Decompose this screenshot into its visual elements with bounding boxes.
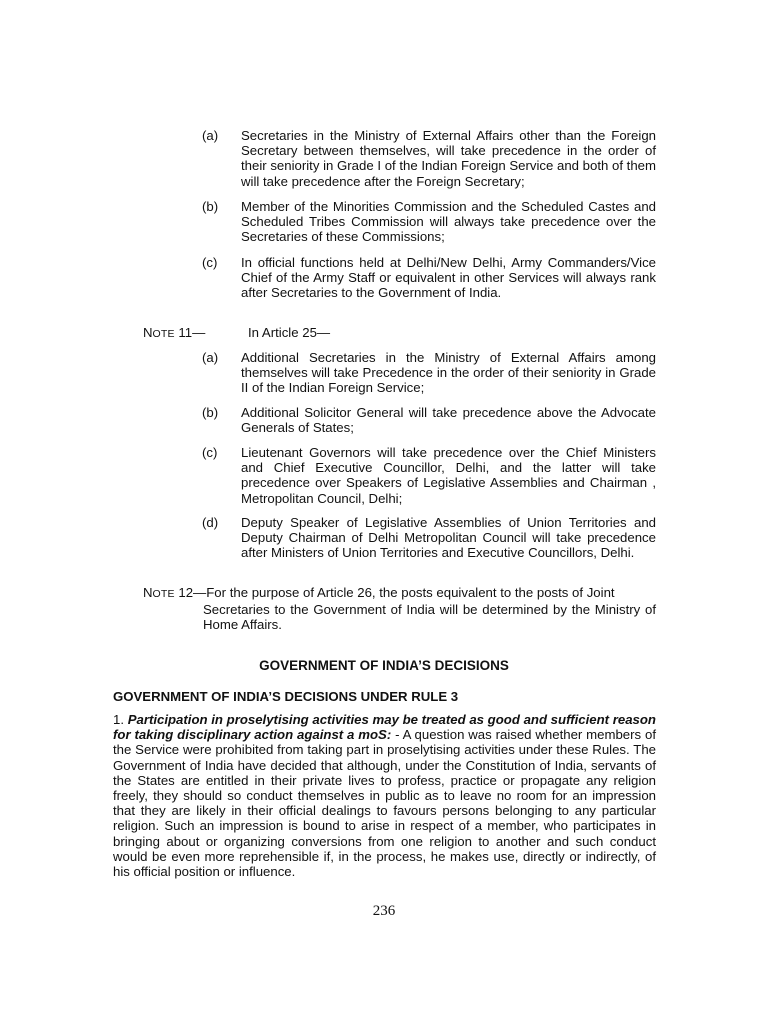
sub-heading: GOVERNMENT OF INDIA’S DECISIONS UNDER RULE 3	[113, 689, 459, 704]
main-heading: GOVERNMENT OF INDIA’S DECISIONS	[259, 658, 509, 673]
decision-title: Participation in proselytising activities may be treated as good and sufficient reason for taking disciplinary action against a moS:	[113, 712, 656, 743]
note-12	[143, 585, 656, 633]
item-text: Deputy Speaker of Legislative Assemblies of Union Territories and Deputy Chairman of Delhi Metropolitan Council will take precedence after Ministers of Union Territories and Executive Councillors, Delhi.	[241, 515, 656, 561]
note-12-text-start: For the purpose of Article 26, the posts equivalent to the posts of Joint	[206, 585, 615, 600]
item-text: Secretaries in the Ministry of External Affairs other than the Foreign Secretary between themselves, will take precedence in the order of their seniority in Grade I of the Indian Foreign Service and both of them will take precedence after the Foreign Secretary;	[241, 128, 656, 189]
note-11	[143, 325, 656, 342]
list-item	[202, 445, 656, 506]
note-12-label: NOTE 12—	[143, 585, 207, 600]
item-text: In official functions held at Delhi/New Delhi, Army Commanders/Vice Chief of the Army Staff or equivalent in other Services will always rank after Secretaries to the Government of India.	[241, 255, 656, 301]
decision-paragraph	[113, 712, 656, 879]
note-11-label: NOTE 11—	[143, 325, 206, 340]
item-label: (c)	[202, 255, 218, 270]
item-text: Additional Solicitor General will take precedence above the Advocate Generals of States;	[241, 405, 656, 436]
item-text: Member of the Minorities Commission and the Scheduled Castes and Scheduled Tribes Commission will always take precedence over the Secretaries of these Commissions;	[241, 199, 656, 245]
decision-text: - A question was raised whether members of the Service were prohibited from taking part in proselytising activities under these Rules. The Government of India have decided that although, under the Constitution of India, servants of the States are entitled in their private lives to profess, practice or propagate any religion freely, they should so conduct themselves in public as to leave no room for an impression that they are likely in their official dealings to favours persons belonging to any particular religion. Such an impression is bound to arise in respect of a member, who participates in bringing about or organizing conversions from one religion to another and such conduct would be even more reprehensible if, in the process, he makes use, directly or indirectly, of his official position or influence.	[113, 727, 656, 880]
item-text: Additional Secretaries in the Ministry of External Affairs among themselves will take Precedence in the order of their seniority in Grade II of the Indian Foreign Service;	[241, 350, 656, 396]
decision-number: 1.	[113, 712, 128, 727]
note-12-text-rest: Secretaries to the Government of India will be determined by the Ministry of Home Affairs.	[203, 602, 656, 633]
note-11-text: In Article 25—	[248, 325, 331, 340]
note-12-first-line	[143, 585, 656, 602]
item-label: (d)	[202, 515, 219, 530]
list-item	[202, 255, 656, 301]
item-label: (c)	[202, 445, 218, 460]
list-item	[202, 128, 656, 189]
item-label: (a)	[202, 128, 219, 143]
list-item	[202, 350, 656, 396]
item-text: Lieutenant Governors will take precedence over the Chief Ministers and Chief Executive Councillor, Delhi, and the latter will take precedence over Speakers of Legislative Assemblies and Chairman , Metropolitan Council, Delhi;	[241, 445, 656, 506]
item-label: (b)	[202, 405, 219, 420]
list-item	[202, 199, 656, 245]
list-item	[202, 405, 656, 435]
item-label: (a)	[202, 350, 219, 365]
page-number: 236	[372, 903, 396, 919]
list-item	[202, 515, 656, 561]
item-label: (b)	[202, 199, 219, 214]
